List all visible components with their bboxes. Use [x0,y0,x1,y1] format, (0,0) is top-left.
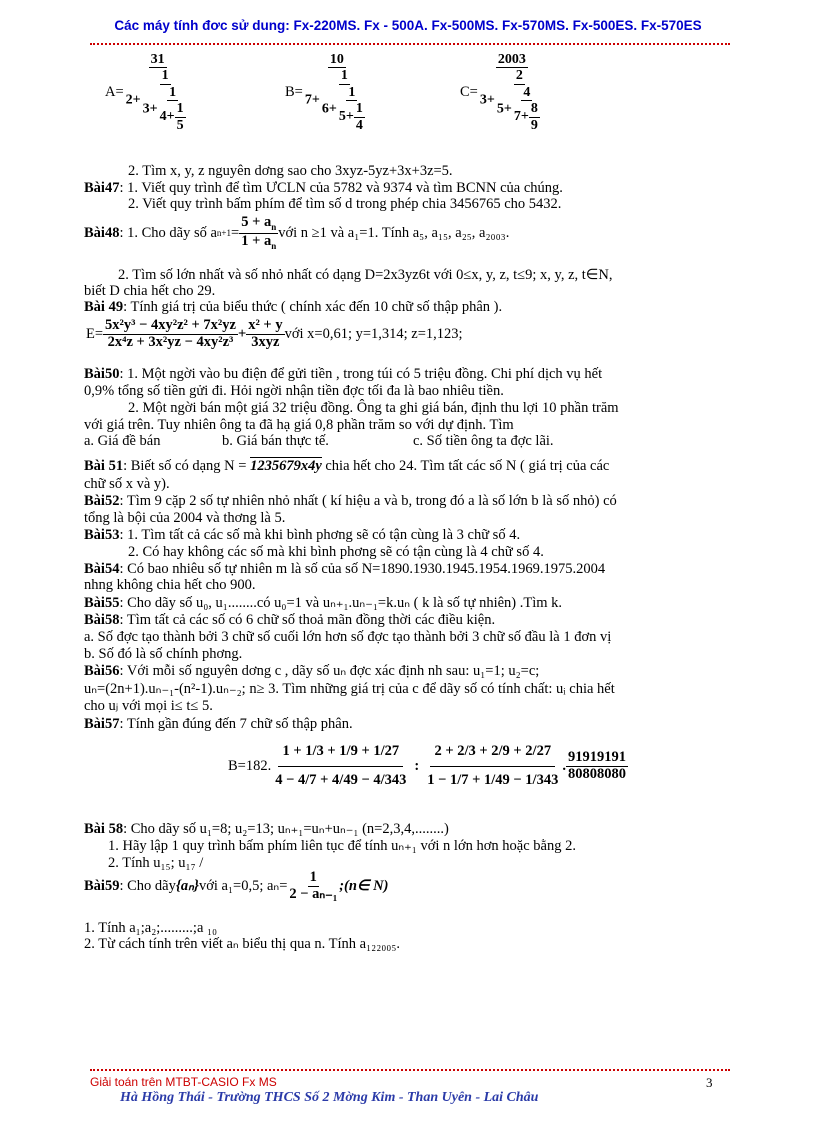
cf-b-num: 10 [329,52,344,67]
cf-c [460,52,546,133]
text-line: : Có bao nhiêu số tự nhiên m là số của số N=1890.1930.1945.1954.1969.1975.2004 [119,561,606,577]
problem-label: Bài55 [84,595,120,611]
cf-c-label: C= [460,83,478,100]
cf-b-n1: 1 [340,68,348,84]
cf-b [285,52,371,133]
text-line: : Biết số có dạng N = [123,458,251,474]
subscript: n [271,221,277,232]
subscript: n+1 [216,228,231,239]
cf-b-t2: 6+ [321,101,337,117]
cf-a-num: 31 [150,52,165,67]
frac-num: 1 + 1/3 + 1/9 + 1/27 [278,738,403,767]
text-line: 2. Tính u₁₅; u₁₇ / [108,855,204,871]
problem-label: Bài57 [84,716,120,732]
frac-den: 3xyz [251,333,280,350]
problem-label: Bài50 [84,366,120,382]
problem-47 [84,181,563,196]
text-line: 2. Từ cách tính trên viết aₙ biểu thị qua n. Tính a₁₂₂₀₀₅. [84,936,401,952]
sequence-symbol: {aₙ} [175,877,199,894]
text-line: 2. Tìm số lớn nhất và số nhỏ nhất có dạng D=2x3yz6t với 0≤x, y, z, t≤9; x, y, z, t∈N, [118,267,613,283]
condition: ;(n∈ N) [339,877,389,894]
cf-a [105,52,192,133]
problem-label: Bài54 [84,561,120,577]
problem-52 [84,494,617,509]
cf-c-t2: 5+ [496,101,512,117]
problem-59 [84,870,388,903]
text-line: chữ số x và y). [84,476,170,492]
equals-sign: = [231,224,240,241]
problem-label: Bài58 [84,612,120,628]
text-line: với a₁=0,5; aₙ= [198,877,288,894]
cf-c-n2: 4 [523,84,531,100]
text-line: uₙ=(2n+1).uₙ₋₁-(n²-1).uₙ₋₂; n≥ 3. Tìm những giá trị của c để dãy số có tính chất: uᵢ chia hết [84,681,615,697]
text-line: b. Số đó là số chính phơng. [84,646,243,662]
problem-label: Bài52 [84,493,120,509]
frac-den: 2x⁴z + 3x²yz − 4xy²z³ [107,333,234,350]
cf-a-label: A= [105,83,124,100]
problem-label: Bài53 [84,527,120,543]
text-line: 2. Tìm x, y, z nguyên dơng sao cho 3xyz-5yz+3x+3z=5. [128,163,453,179]
text-line: : Tìm tất cả các số có 6 chữ số thoả mãn đồng thời các điều kiện. [119,612,496,628]
text-line: 2. Một ngời bán một giá 32 triệu đồng. Ông ta ghi giá bán, định thu lợi 10 phần trăm [128,400,619,416]
frac-num: 5x²y³ − 4xy²z² + 7x²yz [105,317,236,333]
frac-den: 1 + a [241,232,272,249]
frac-num: 5 + a [241,214,272,230]
problem-label: Bài48 [84,224,120,241]
text-line: cho uⱼ với mọi i≤ t≤ 5. [84,698,213,714]
text-line: a. Giá đề bán [84,433,161,449]
problem-label: Bài47 [84,180,120,196]
cf-b-label: B= [285,83,303,100]
text-line: c. Số tiền ông ta đợc lãi. [413,433,554,449]
cf-a-d3: 5 [176,117,184,133]
frac-num: 91919191 [567,749,626,765]
subscript: n [271,240,277,251]
problem-55 [84,596,562,611]
footer-author: Hà Hồng Thái - Trường THCS Số 2 Mờng Kim - Than Uyên - Lai Châu [120,1090,539,1105]
expr-label: B=182. [228,757,272,774]
text-line: với n ≥1 và a₁=1. Tính a₅, a₁₅, a₂₅, a₂₀₀₃. [278,224,510,241]
cf-c-n3: 8 [530,101,538,117]
cf-a-n3: 1 [176,101,184,117]
expression-b [228,738,628,795]
text-line: : 1. Cho dãy số a [119,224,217,241]
text-line: biết D chia hết cho 29. [84,283,216,299]
cf-a-t3: 4+ [159,109,175,125]
problem-label: Bài 49 [84,299,124,315]
cf-b-t1: 7+ [304,92,320,108]
problem-56 [84,664,539,679]
text-line: : Tìm 9 cặp 2 số tự nhiên nhỏ nhất ( kí hiệu a và b, trong đó a là số lớn b là số nhỏ) có [119,493,617,509]
frac-den: 4 − 4/7 + 4/49 − 4/343 [275,771,407,788]
frac-num: 1 [309,869,317,885]
problem-49 [84,300,502,315]
footer-divider [90,1069,730,1071]
cf-c-n1: 2 [515,68,523,84]
text-line: : Tính gần đúng đến 7 chữ số thập phân. [119,716,353,732]
cf-b-n2: 1 [348,84,356,100]
cf-b-t3: 5+ [338,109,354,125]
problem-label: Bài 51 [84,458,124,474]
cf-c-t1: 3+ [479,92,495,108]
dot: . [562,757,566,774]
frac-den: 1 − 1/7 + 1/49 − 1/343 [427,771,559,788]
text-line: chia hết cho 24. Tìm tất các số N ( giá trị của các [321,458,610,474]
problem-57 [84,717,353,732]
problem-label: Bài59 [84,877,120,894]
text-line: : Cho dãy số u₁=8; u₂=13; uₙ₊₁=uₙ+uₙ₋₁ (n=2,3,4,........) [123,821,449,837]
problem-53 [84,528,520,543]
text-line: : 1. Viết quy trình để tìm ƯCLN của 5782 và 9374 và tìm BCNN của chúng. [119,180,563,196]
text-line: với x=0,61; y=1,314; z=1,123; [284,325,463,342]
frac-den: 2 − aₙ₋₁ [289,885,338,902]
text-line: : 1. Tìm tất cả các số mà khi bình phơng sẽ có tận cùng là 3 chữ số 4. [119,527,521,543]
frac-den: 80808080 [567,765,626,782]
page-number: 3 [706,1075,713,1090]
text-line: 0,9% tổng số tiền gửi đi. Hỏi ngời nhận tiền đợc tối đa là bao nhiêu tiền. [84,383,504,399]
frac-num: x² + y [248,317,283,333]
cf-b-n3: 1 [355,101,363,117]
footer-title: Giải toán trên MTBT-CASIO Fx MS [90,1075,277,1089]
colon: : [414,757,420,774]
frac-num: 2 + 2/3 + 2/9 + 2/27 [430,738,555,767]
text-line: a. Số đợc tạo thành bởi 3 chữ số cuối lớn hơn số đợc tạo thành bởi 3 chữ số đầu là 1 đơn vị [84,629,612,645]
problem-58 [84,822,449,837]
cf-a-n2: 1 [169,84,177,100]
cf-c-num: 2003 [497,52,526,67]
text-line: với giá trên. Tuy nhiên ông ta đã hạ giá 0,8 phần trăm so với dự định. Tìm [84,417,514,433]
text-line: : 1. Một ngời vào bu điện để gửi tiền , trong túi có 5 triệu đồng. Chi phí dịch vụ hết [119,366,603,382]
text-line: : Cho dãy [119,877,176,894]
cf-b-d3: 4 [355,117,363,133]
text-line: : Tính giá trị của biểu thức ( chính xác đến 10 chữ số thập phân ). [123,299,503,315]
text-line: 1. Tính a₁;a₂;.........;a ₁₀ [84,920,218,936]
problem-label: Bài 58 [84,821,124,837]
header-divider [90,43,730,45]
text-line: : Cho dãy số u₀, u₁........có u₀=1 và uₙ₊₁.uₙ₋₁=k.uₙ ( k là số tự nhiên) .Tìm k. [119,595,563,611]
problem-48 [84,215,509,252]
problem-50 [84,367,602,382]
cf-a-t2: 3+ [142,101,158,117]
text-line: : Với mỗi số nguyên dơng c , dãy số uₙ đợc xác định nh sau: u₁=1; u₂=c; [119,663,540,679]
cf-a-n1: 1 [161,68,169,84]
text-line: tổng là bội của 2004 và thơng là 5. [84,510,286,526]
text-line: nhng không chia hết cho 900. [84,577,256,593]
text-line: 2. Có hay không các số mà khi bình phơng sẽ có tận cùng là 4 chữ số 4. [128,544,544,560]
problem-label: Bài56 [84,663,120,679]
cf-a-t1: 2+ [125,92,141,108]
overlined-number: 1235679x4y [250,458,322,474]
problem-54 [84,562,605,577]
page-header: Các máy tính đơc sử dung: Fx-220MS. Fx - 500A. Fx-500MS. Fx-570MS. Fx-500ES. Fx-570ES [114,18,702,33]
cf-c-d3: 9 [530,117,538,133]
problem-58a [84,613,495,628]
expr-label: E= [86,325,104,342]
problem-51 [84,459,609,474]
plus-sign: + [237,325,247,342]
expression-e [86,318,463,351]
text-line: 1. Hãy lập 1 quy trình bấm phím liên tục để tính uₙ₊₁ với n lớn hơn hoặc bằng 2. [108,838,576,854]
cf-c-t3: 7+ [513,109,529,125]
text-line: b. Giá bán thực tế. [222,433,329,449]
text-line: 2. Viết quy trình bấm phím để tìm số d trong phép chia 3456765 cho 5432. [128,196,562,212]
